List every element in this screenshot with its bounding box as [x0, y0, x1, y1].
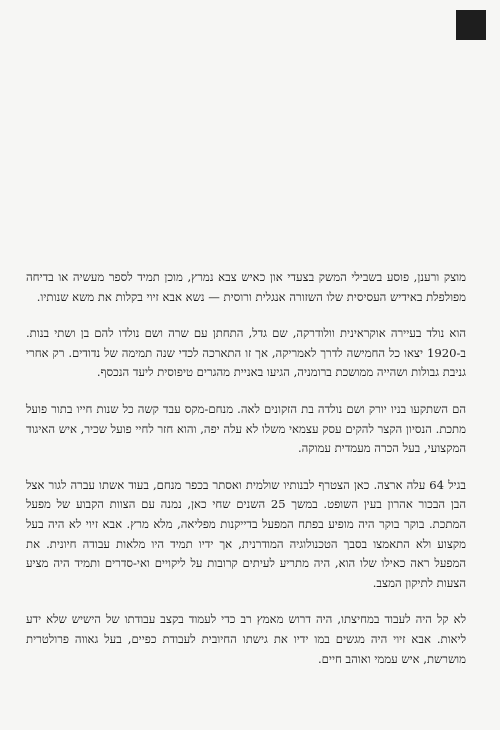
- paragraph: הוא נולד בעיירה אוקראינית וולודרקה, שם גדל, התחתן עם שרה ושם נולדו להם בן ושתי בנות. ב-1920 יצאו כל החמישה לדרך לאמריקה, אך זו התארכה לכדי שנה תמימה של נדודים. רק אחרי גניבת גבולות ושהייה ממושכת ברומניה, הגיעו באניית מהגרים טיפוסית ליעד הנכסף.: [26, 326, 466, 380]
- paragraph: בגיל 64 עלה ארצה. כאן הצטרף לבנותיו שולמית ואסתר בכפר מנחם, בעוד אשתו עברה לגור אצל הבן הבכור אהרון בעין השופט. במשך 25 השנים שחי כאן, נמנה עם הצוות הקבוע של מפעל המתכת. בוקר בוקר היה מופיע בפתח המפעל בדייקנות מפליאה, מלא מרץ. אבא זיוי לא היה בעל מקצוע ולא התאמצו בסבך הטכנולוגיה המודרנית, אך ידיו תמיד היו מלאות עבודה חיונית. את המפעל ראה כאילו שלו הוא, היה מתריע לעיתים קרובות על ליקויים ואי-סדרים ותמיד היה מציע הצעות לתיקון המצב.: [26, 477, 467, 590]
- paragraph: הם השתקעו בניו יורק ושם נולדה בת הזקונים לאה. מנחם-מקס עבד קשה כל שנות חייו בתור פועל מתכת. הנסיון הקצר להקים עסק עצמאי משלו לא עלה יפה, והוא חזר לחיי פועל שכיר, איש האיגוד המקצועי, בעל הכרה מעמדית עמוקה.: [26, 401, 466, 456]
- paragraph: לא קל היה לעבוד במחיצתו, היה דרוש מאמץ רב כדי לעמוד בקצב עבודתו של הישיש שלא ידע ליאות. אבא זיוי היה מגשים במו ידיו את גישתו החיובית לעבודת כפיים, בעל גאווה פרולטרית מושרשת, איש עממי ואוהב חיים.: [26, 612, 466, 666]
- paragraph: מוצק ורענן, פוסע בשבילי המשק בצעדי און כאיש צבא נמרץ, מוכן תמיד לספר מעשיה או בדיחה מפולפלת באידיש העסיסית שלו השזורה אנגלית ורוסית — נשא אבא זיוי בקלות את משא שנותיו.: [26, 270, 466, 304]
- corner-square-mark: [456, 10, 486, 40]
- body-text: [26, 268, 466, 686]
